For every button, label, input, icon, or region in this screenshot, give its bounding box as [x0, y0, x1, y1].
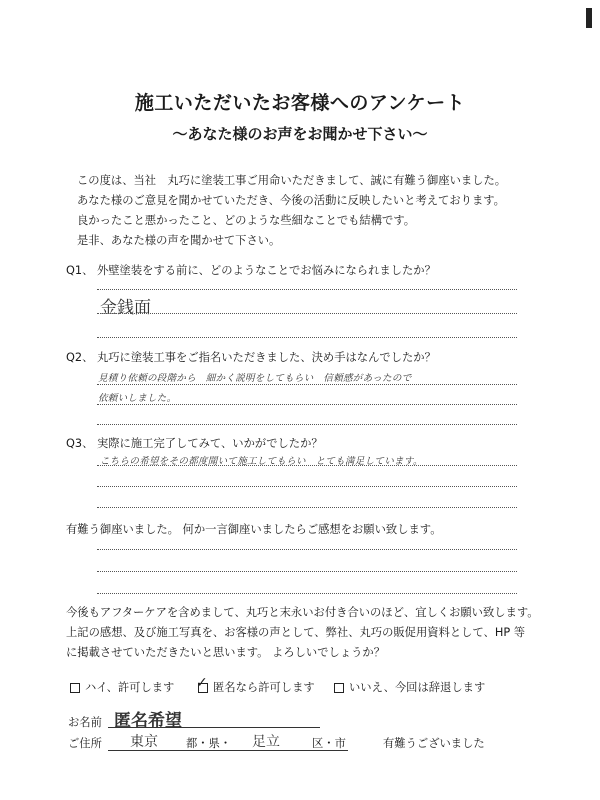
address-label: ご住所 [68, 737, 102, 750]
comment-line [97, 571, 517, 572]
answer-line [97, 404, 517, 405]
thanks-text: 有難うございました [383, 737, 485, 750]
answer-line [97, 507, 517, 508]
answer-line [97, 424, 517, 425]
answer-line [97, 465, 517, 466]
answer-3-handwriting: こちらの希望をその都度聞いて施工してもらい とても満足しています。 [100, 456, 423, 467]
intro-line: 是非、あなた様の声を聞かせて下さい。 [77, 234, 281, 247]
intro-line: 良かったこと悪かったこと、どのような些細なことでも結構です。 [77, 214, 416, 227]
answer-line [97, 337, 517, 338]
answer-1-handwriting: 金銭面 [100, 298, 151, 318]
name-underline [108, 727, 320, 728]
closing-line: 上記の感想、及び施工写真を、お客様の声として、弊社、丸巧の販促用資料として、HP 等 [66, 626, 526, 639]
option-label-anonymous: 匿名なら許可します [213, 681, 315, 694]
answer-line [97, 313, 517, 314]
option-checkbox-decline[interactable] [334, 683, 344, 693]
comment-line [97, 549, 517, 550]
answer-line [97, 289, 517, 290]
option-label-decline: いいえ、今回は辞退します [349, 681, 486, 694]
name-value-handwriting: 匿名希望 [114, 711, 182, 731]
address-underline [108, 750, 348, 751]
city-handwriting: 足立 [252, 734, 280, 750]
intro-line: この度は、当社 丸巧に塗装工事ご用命いただきまして、誠に有難う御座いました。 [77, 174, 507, 187]
answer-2-handwriting: 見積り依頼の段階から 細かく説明をしてもらい 信頼感があったので [98, 373, 412, 384]
answer-line [97, 486, 517, 487]
question-3: Q3、 実際に施工完了してみて、いかがでしたか？ [66, 437, 323, 450]
closing-line: に掲載させていただきたいと思います。 よろしいでしょうか？ [66, 646, 386, 659]
comments-prompt: 有難う御座いました。 何か一言御座いましたらご感想をお願い致します。 [66, 523, 442, 536]
question-2: Q2、 丸巧に塗装工事をご指名いただきました、決め手はなんでしたか？ [66, 351, 436, 364]
closing-line: 今後もアフターケアを含めまして、丸巧と末永いお付き合いのほど、宜しくお願い致します。 [66, 606, 539, 619]
checkmark-icon: ✓ [196, 675, 208, 691]
prefecture-suffix: 都・県・ [186, 737, 232, 750]
question-1: Q1、 外壁塗装をする前に、どのようなことでお悩みになられましたか？ [66, 264, 436, 277]
answer-line [97, 384, 517, 385]
option-checkbox-allow[interactable] [70, 683, 80, 693]
option-label-allow: ハイ、許可します [85, 681, 175, 694]
prefecture-handwriting: 東京 [130, 734, 158, 750]
scan-edge-mark [586, 8, 592, 28]
answer-2-handwriting: 依頼いしました。 [98, 393, 177, 404]
page-title: 施工いただいたお客様へのアンケート [134, 92, 466, 114]
page-subtitle: ～あなた様のお声をお聞かせ下さい～ [172, 125, 428, 143]
intro-line: あなた様のご意見を聞かせていただき、今後の活動に反映したいと考えております。 [77, 194, 505, 207]
comment-line [97, 593, 517, 594]
city-suffix: 区・市 [312, 737, 346, 750]
name-label: お名前 [68, 716, 102, 729]
